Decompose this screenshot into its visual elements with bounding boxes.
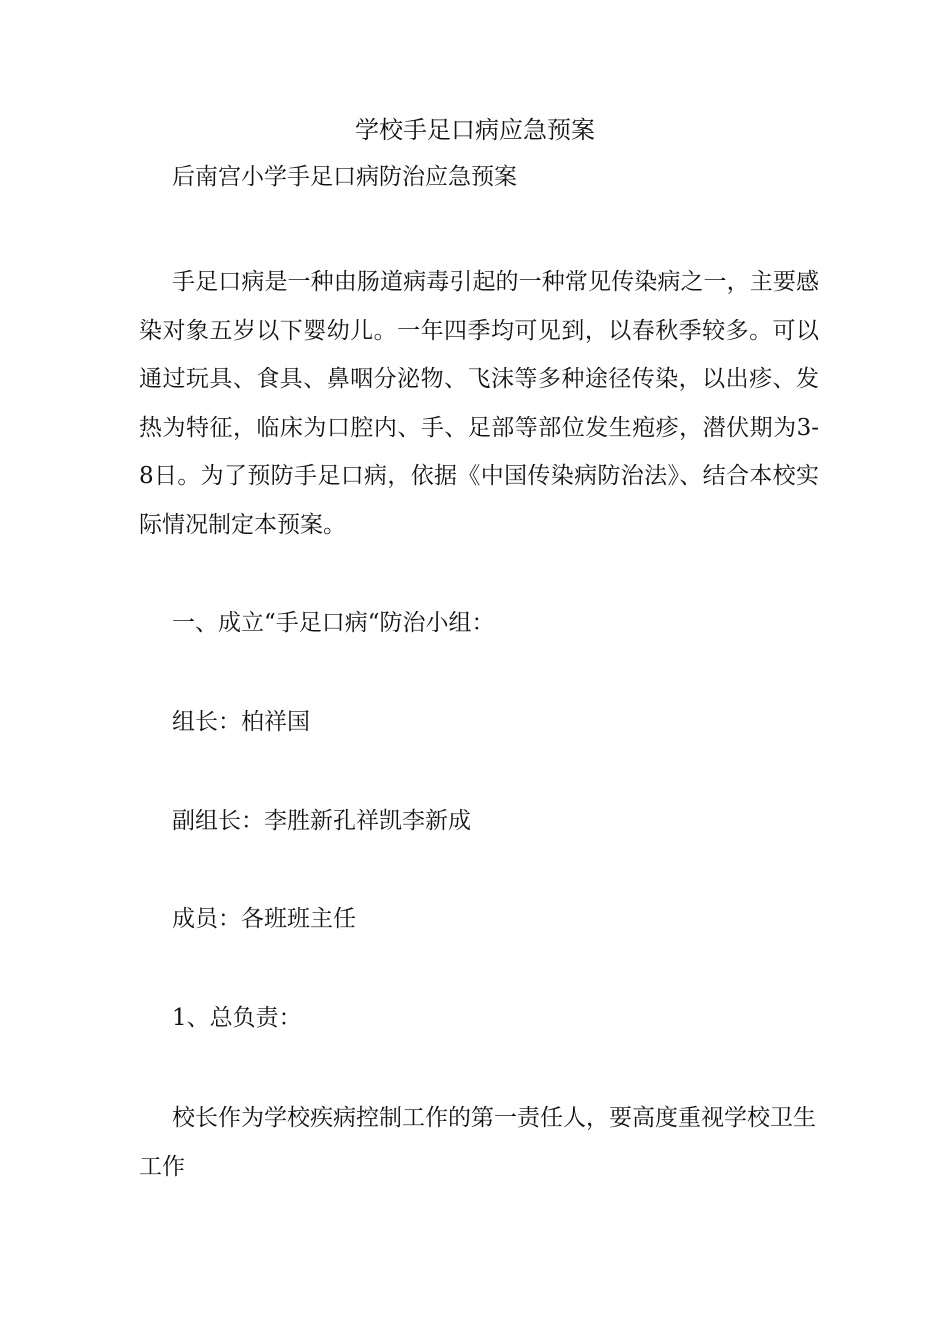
group-leader: 组长：柏祥国 [172, 709, 310, 735]
section-heading-group: 一、成立“手足口病“防治小组： [172, 610, 495, 636]
document-subtitle: 后南宫小学手足口病防治应急预案 [172, 164, 517, 190]
document-title: 学校手足口病应急预案 [355, 116, 595, 144]
item-heading-overall-responsibility: 1、总负责： [172, 1005, 302, 1031]
group-members: 成员：各班班主任 [172, 906, 356, 932]
group-deputy-leader: 副组长：李胜新孔祥凯李新成 [172, 808, 471, 834]
intro-paragraph: 手足口病是一种由肠道病毒引起的一种常见传染病之一，主要感染对象五岁以下婴幼儿。一年四季均可见到，以春秋季较多。可以通过玩具、食具、鼻咽分泌物、飞沫等多种途径传染，以出疹、发热为特征，临床为口腔内、手、足部等部位发生疱疹，潜伏期为3-8日。为了预防手足口病，依据《中国传染病防治法》、结合本校实际情况制定本预案。 [139, 269, 819, 538]
item-paragraph-principal: 校长作为学校疾病控制工作的第一责任人，要高度重视学校卫生工作 [139, 1105, 816, 1180]
